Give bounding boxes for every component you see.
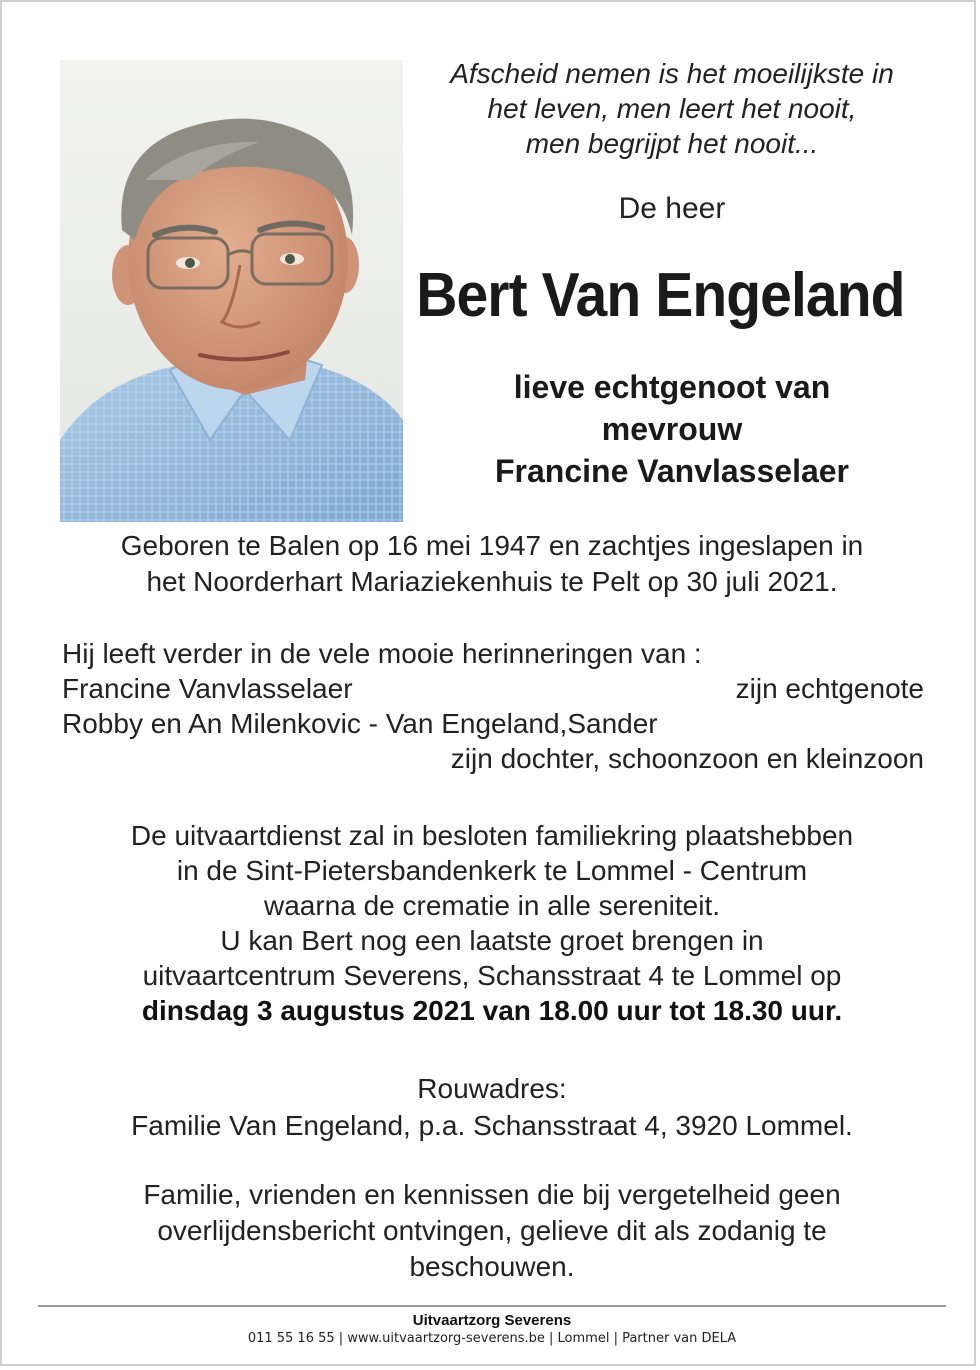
relative-role: zijn echtgenote <box>735 673 924 704</box>
spouse-name: Francine Vanvlasselaer <box>495 453 849 489</box>
funeral-home-name: Uitvaartzorg Severens <box>412 1312 572 1329</box>
mourning-address <box>32 1070 952 1144</box>
quote-line: het leven, men leert het nooit, <box>487 93 857 124</box>
quote-line: men begrijpt het nooit... <box>525 128 819 159</box>
memories-intro-text: Hij leeft verder in de vele mooie herinneringen van : <box>62 638 702 669</box>
funeral-home-contact: 011 55 16 55 | www.uitvaartzorg-severens.be | Lommel | Partner van DELA <box>247 1331 737 1346</box>
service-line: waarna de crematie in alle sereniteit. <box>263 890 720 921</box>
footer-divider <box>38 1305 946 1307</box>
address-value: Familie Van Engeland, p.a. Schansstraat 4, 3920 Lommel. <box>131 1110 853 1141</box>
service-line: in de Sint-Pietersbandenkerk te Lommel - Centrum <box>176 855 808 886</box>
relative-role: zijn dochter, schoonzoon en kleinzoon <box>450 743 924 774</box>
relative-name: Robby en An Milenkovic - Van Engeland,Sander <box>62 708 658 739</box>
notice-text <box>32 1177 952 1285</box>
memorial-quote <box>412 56 932 161</box>
notice-line: Familie, vrienden en kennissen die bij vergetelheid geen <box>143 1179 841 1210</box>
relation-line: lieve echtgenoot van <box>513 369 831 405</box>
notice-line: overlijdensbericht ontvingen, gelieve dit als zodanig te <box>157 1215 827 1246</box>
portrait-photo <box>60 60 403 522</box>
quote-line: Afscheid nemen is het moeilijkste in <box>450 58 894 89</box>
birth-death-text <box>32 528 952 600</box>
memories-intro <box>62 636 924 671</box>
relation-line: mevrouw <box>601 411 743 447</box>
title-prefix: De heer <box>618 192 726 225</box>
deceased-name: Bert Van Engeland <box>416 261 905 330</box>
birth-line: Geboren te Balen op 16 mei 1947 en zachtjes ingeslapen in <box>120 530 864 561</box>
relative-row <box>62 706 924 741</box>
funeral-service-text <box>32 818 952 1028</box>
notice-line: beschouwen. <box>409 1251 575 1282</box>
portrait-illustration <box>60 60 403 522</box>
service-line: uitvaartcentrum Severens, Schansstraat 4 te Lommel op <box>142 960 842 991</box>
relation-block <box>412 366 932 492</box>
death-line: het Noorderhart Mariaziekenhuis te Pelt op 30 juli 2021. <box>146 566 838 597</box>
service-line: De uitvaartdienst zal in besloten familiekring plaatshebben <box>130 820 854 851</box>
relative-role-row <box>62 741 924 776</box>
address-label: Rouwadres: <box>417 1073 567 1104</box>
service-line: U kan Bert nog een laatste groet brengen in <box>220 925 764 956</box>
relative-name: Francine Vanvlasselaer <box>62 673 353 704</box>
memories-section <box>62 636 924 776</box>
visitation-time: dinsdag 3 augustus 2021 van 18.00 uur tot 18.30 uur. <box>141 995 843 1026</box>
relative-row <box>62 671 924 706</box>
